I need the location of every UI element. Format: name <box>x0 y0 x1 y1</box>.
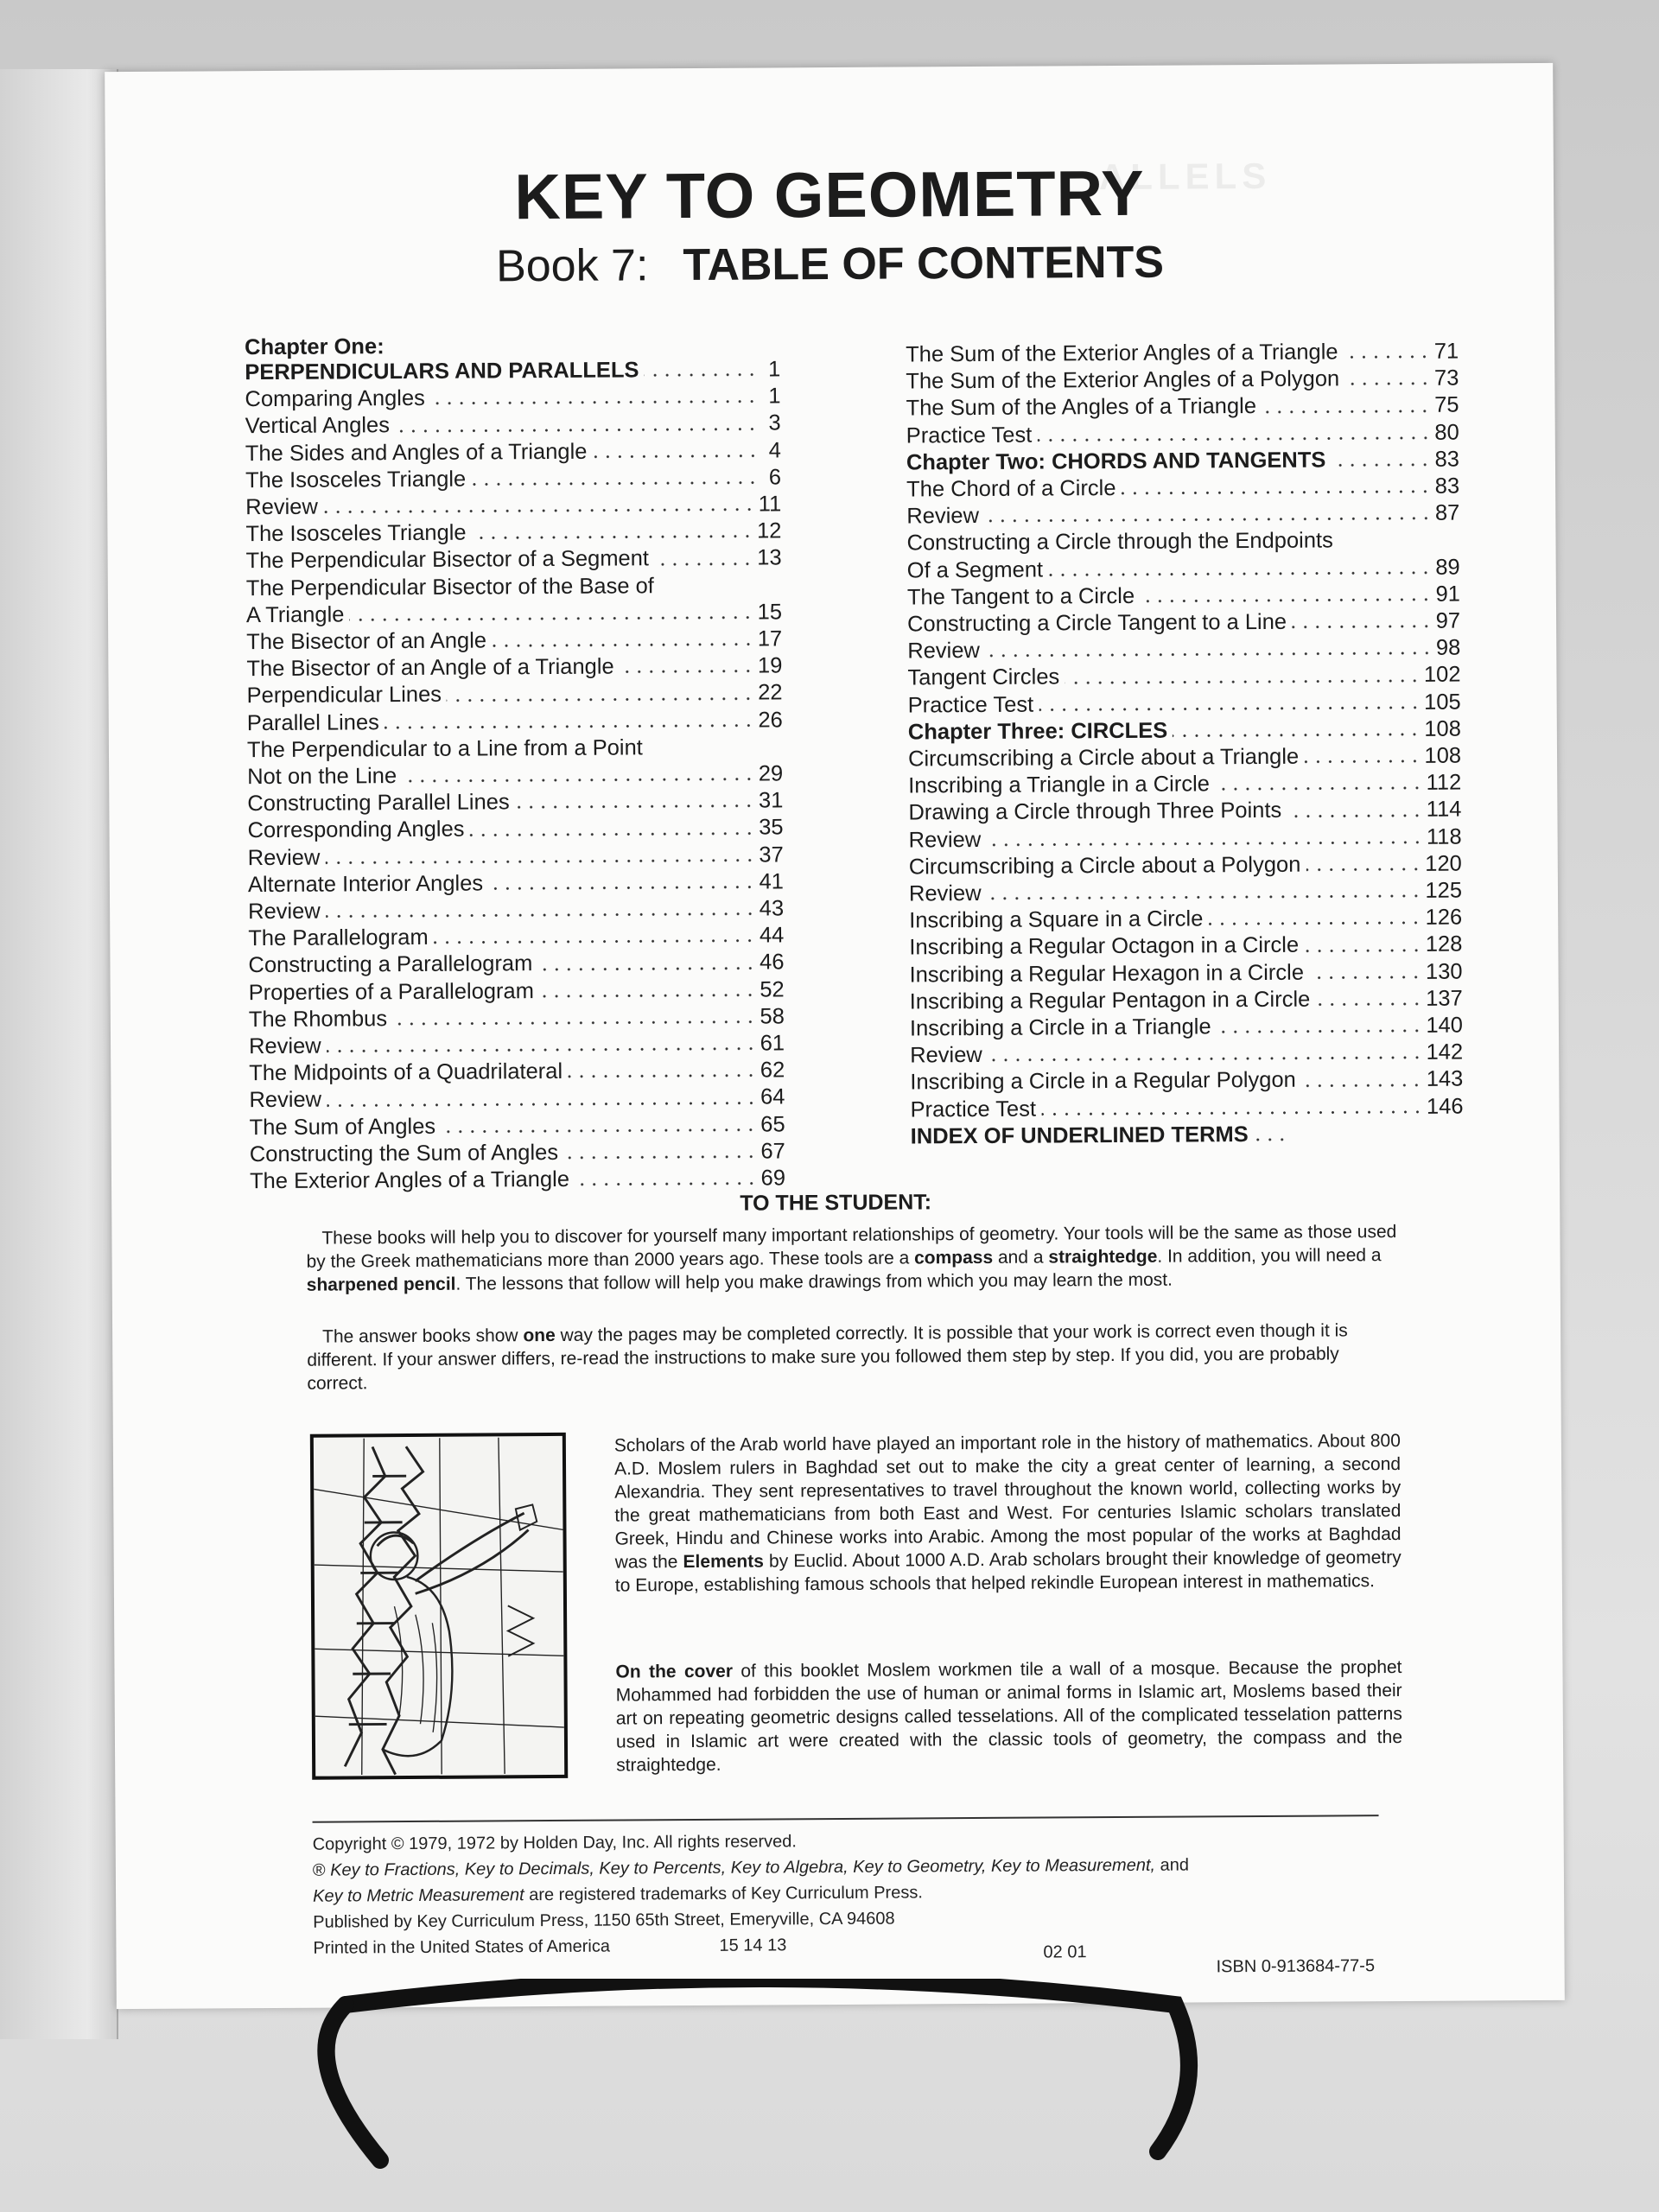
toc-entry <box>249 1058 785 1088</box>
toc-entry-title: Inscribing a Regular Hexagon in a Circle <box>909 960 1305 988</box>
toc-entry-page: 17 <box>757 626 783 652</box>
toc-entry-title: Practice Test <box>907 692 1034 718</box>
dot-leader <box>1041 1109 1423 1117</box>
toc-entry <box>248 950 784 980</box>
toc-entry <box>245 384 780 414</box>
dot-leader <box>1344 381 1431 387</box>
toc-chapter-entry <box>906 446 1459 476</box>
toc-entry <box>910 985 1463 1015</box>
toc-entry-title: Practice Test <box>910 1096 1037 1122</box>
toc-entry <box>911 1120 1464 1150</box>
toc-entry-page: 69 <box>760 1166 786 1191</box>
toc-entry-page: 15 <box>757 600 783 625</box>
toc-entry <box>907 662 1460 692</box>
dot-leader <box>349 615 753 623</box>
dot-leader <box>1048 570 1432 578</box>
toc-entry-title: Chapter Three: CIRCLES <box>907 718 1168 745</box>
toc-entry-title: The Rhombus <box>248 1007 388 1033</box>
dot-leader <box>1304 948 1422 954</box>
toc-entry-title: Vertical Angles <box>245 413 391 439</box>
dot-leader <box>1331 462 1431 468</box>
toc-entry <box>248 868 784 899</box>
dot-leader <box>563 1154 757 1160</box>
toc-entry-page: 108 <box>1424 743 1462 768</box>
dot-leader <box>515 804 755 810</box>
toc-entry <box>247 760 783 791</box>
dot-leader <box>1344 354 1431 360</box>
toc-entry <box>249 1003 785 1033</box>
toc-entry-page: 128 <box>1425 932 1463 957</box>
workman-illustration <box>310 1433 568 1780</box>
dot-leader <box>1309 975 1422 981</box>
toc-entry-title: The Isosceles Triangle <box>245 467 467 493</box>
toc-entry-page: 35 <box>759 815 784 840</box>
toc-entry-page: 98 <box>1435 635 1461 660</box>
toc-entry-page: 31 <box>758 788 784 813</box>
toc-entry-title: The Isosceles Triangle <box>245 520 467 547</box>
text-run: are registered trademarks of Key Curriculum Press. <box>524 1883 923 1905</box>
text-run: by Euclid. About 1000 A.D. Arab scholars brought their knowledge of geometry to Europe, establishing famous schools that helped rekindle European interest in mathematics. <box>614 1548 1402 1596</box>
toc-entry <box>909 850 1462 880</box>
bold-term: straightedge <box>1048 1246 1158 1268</box>
dot-leader <box>325 857 755 865</box>
toc-entry-title: Properties of a Parallelogram <box>248 978 535 1005</box>
toc-entry <box>246 680 782 710</box>
toc-entry <box>249 976 785 1007</box>
dot-leader <box>326 912 756 919</box>
trademark-title: Key to Metric Measurement <box>313 1885 524 1906</box>
toc-chapter-entry <box>908 715 1461 746</box>
bold-term: one <box>523 1325 556 1346</box>
toc-entry-title: Constructing a Circle Tangent to a Line <box>907 609 1287 637</box>
toc-entry-title: Constructing a Parallelogram <box>248 951 533 978</box>
toc-entry-page: 118 <box>1426 824 1462 849</box>
toc-entry-title: Constructing Parallel Lines <box>247 790 510 817</box>
toc-entry-page: 126 <box>1425 905 1463 931</box>
toc-entry-title: Tangent Circles <box>907 664 1060 690</box>
toc-entry <box>246 626 782 656</box>
toc-entry <box>908 743 1461 773</box>
toc-entry-page: 91 <box>1435 582 1460 607</box>
trademark-titles: Key to Fractions, Key to Decimals, Key to Percents, Key to Algebra, Key to Geometry, Key to Measurement, <box>330 1855 1156 1880</box>
dot-leader <box>469 830 755 837</box>
toc-entry-page: 140 <box>1426 1013 1464 1038</box>
toc-entry-title: Not on the Line <box>247 764 397 790</box>
toc-entry <box>907 581 1460 611</box>
student-paragraph-2 <box>307 1319 1404 1395</box>
toc-entry <box>907 635 1460 665</box>
toc-entry-title: The Chord of a Circle <box>906 476 1116 502</box>
toc-entry-title: The Parallelogram <box>248 925 429 951</box>
toc-entry-page: 83 <box>1434 474 1460 499</box>
toc-entry-line1: The Perpendicular Bisector of the Base of <box>245 573 654 601</box>
dot-leader <box>430 399 759 406</box>
toc-entry-page: 142 <box>1426 1039 1464 1065</box>
dot-leader <box>988 1055 1423 1063</box>
toc-entry-page: 26 <box>758 708 783 733</box>
dot-leader <box>327 1046 757 1054</box>
book-number: Book 7: <box>495 240 649 292</box>
dot-leader <box>539 992 756 999</box>
dot-leader <box>654 561 753 567</box>
isbn: ISBN 0-913684-77-5 <box>1216 1956 1376 1977</box>
text-run: . The lessons that follow will help you make drawings from which you may learn the most. <box>455 1269 1173 1294</box>
toc-entry-title: The Bisector of an Angle <box>246 628 487 655</box>
toc-entry-line1: The Perpendicular to a Line from a Point <box>246 735 643 762</box>
dot-leader <box>1301 1083 1423 1089</box>
toc-entry <box>906 339 1459 369</box>
toc-entry-title: Chapter Two: CHORDS AND TANGENTS <box>906 448 1326 475</box>
toc-entry-title: Corresponding Angles <box>247 817 465 843</box>
toc-entry-title: Practice Test <box>906 423 1033 448</box>
dot-leader <box>392 1020 756 1027</box>
book-stand <box>311 1979 1210 2169</box>
toc-entry-page: 146 <box>1426 1094 1464 1119</box>
toc-entry-page: 102 <box>1423 663 1461 688</box>
toc-entry <box>248 842 784 872</box>
toc-entry-page: 67 <box>760 1139 785 1164</box>
dot-leader <box>1039 705 1421 713</box>
dot-leader <box>1215 785 1423 791</box>
toc-entry-page: 11 <box>758 492 782 517</box>
dot-leader <box>402 777 755 784</box>
dot-leader <box>385 722 755 730</box>
adjacent-page <box>0 69 118 2039</box>
text-run: of this booklet Moslem workmen tile a wall of a mosque. Because the prophet Mohammed had forbidden the use of human or animal forms in Islamic art, Moslems based their art on repeating geometric designs called tesselations. All of the complicated tesselation patterns used in Islamic art were created with the classic tools of geometry, the compass and the straightedge. <box>615 1657 1403 1776</box>
toc-chapter-entry <box>245 356 780 386</box>
toc-entry <box>909 878 1462 908</box>
toc-entry <box>249 1030 785 1060</box>
toc-entry <box>250 1138 785 1168</box>
dot-leader <box>323 507 755 515</box>
toc-entry <box>906 474 1459 504</box>
dot-leader <box>472 534 754 541</box>
page-title: KEY TO GEOMETRY <box>514 156 1145 233</box>
toc-entry <box>906 365 1459 396</box>
toc-entry <box>248 895 784 925</box>
toc-entry-page: 73 <box>1433 365 1459 391</box>
text-run: These books will help you to discover for yourself many important relationships of geometry. Your tools will be the same as those used by the Greek mathematicians more than 2000 years ago. These tools are a <box>306 1222 1397 1272</box>
toc-entry-page: 80 <box>1434 420 1459 445</box>
toc-entry-title: Review <box>906 504 980 529</box>
toc-entry-page: 62 <box>760 1058 785 1083</box>
toc-entry <box>247 788 783 818</box>
dot-leader <box>492 642 754 649</box>
toc-entry <box>247 815 783 845</box>
toc-entry-title: Circumscribing a Circle about a Triangle <box>907 744 1300 772</box>
toc-entry-page: 130 <box>1425 959 1463 984</box>
dot-leader <box>1304 759 1421 765</box>
copyright-line: Copyright © 1979, 1972 by Holden Day, Inc. All rights reserved. <box>312 1832 797 1854</box>
toc-entry-page: 37 <box>759 842 784 868</box>
text-run: . In addition, you will need a <box>1157 1245 1382 1267</box>
toc-entry <box>906 500 1459 531</box>
toc-entry <box>245 518 781 549</box>
toc-entry-page: 112 <box>1426 770 1462 796</box>
toc-entry <box>246 653 782 683</box>
dot-leader <box>1140 597 1432 604</box>
bold-term: sharpened pencil <box>306 1274 456 1295</box>
toc-entry <box>909 823 1462 854</box>
toc-entry-title: Inscribing a Regular Pentagon in a Circle <box>909 987 1311 1014</box>
toc-entry-page: 46 <box>760 950 785 975</box>
dot-leader <box>1287 812 1423 818</box>
toc-entry-page: 97 <box>1435 608 1461 633</box>
toc-entry-page: 108 <box>1424 716 1461 741</box>
dot-leader <box>1065 677 1421 685</box>
toc-entry <box>908 689 1461 719</box>
bold-term: compass <box>914 1247 994 1268</box>
dot-leader <box>327 1100 757 1108</box>
dot-leader <box>1217 1028 1423 1034</box>
toc-entry-title: Review <box>248 1033 321 1059</box>
toc-entry-title: The Perpendicular Bisector of a Segment <box>245 546 650 574</box>
dot-leader <box>1254 1137 1288 1142</box>
toc-entry-page: 12 <box>756 518 782 543</box>
toc-entry-page: 137 <box>1426 986 1463 1011</box>
toc-entry-title: The Sum of the Angles of a Triangle <box>906 394 1257 421</box>
toc-entry-page: 87 <box>1434 500 1460 525</box>
dot-leader <box>592 453 759 459</box>
toc-entry-page: 89 <box>1435 555 1460 580</box>
dot-leader <box>568 1073 757 1079</box>
toc-entry-page: 3 <box>768 410 781 435</box>
toc-column-left <box>245 332 785 1195</box>
toc-heading: TABLE OF CONTENTS <box>683 237 1165 291</box>
toc-entry-title: The Midpoints of a Quadrilateral <box>249 1059 563 1086</box>
printed-line: Printed in the United States of America <box>313 1936 611 1958</box>
dot-leader <box>575 1181 758 1187</box>
toc-entry-title: The Sum of the Exterior Angles of a Polygon <box>906 366 1340 394</box>
toc-entry-title: Perpendicular Lines <box>246 683 442 709</box>
text-run: The answer books show <box>322 1325 524 1347</box>
toc-entry-title: Inscribing a Square in a Circle <box>909 906 1204 933</box>
toc-entry-page: 4 <box>768 437 781 463</box>
page-subtitle <box>105 234 1554 295</box>
toc-entry <box>909 931 1462 962</box>
dot-leader <box>488 885 755 892</box>
toc-entry <box>248 923 784 953</box>
dot-leader <box>471 480 759 487</box>
toc-page <box>105 63 1565 2009</box>
toc-entry-page: 6 <box>768 465 782 490</box>
registered-mark: ® <box>312 1860 331 1880</box>
toc-entry-title: Review <box>908 827 982 853</box>
dot-leader <box>1292 624 1433 630</box>
toc-entry-title: The Sides and Angles of a Triangle <box>245 439 588 466</box>
toc-entry <box>245 437 781 467</box>
dot-leader <box>644 372 758 378</box>
toc-entry-title: The Sum of the Exterior Angles of a Triangle <box>906 340 1338 367</box>
toc-entry-title: Inscribing a Circle in a Triangle <box>909 1014 1211 1041</box>
toc-entry-title: Inscribing a Regular Octagon in a Circle <box>909 933 1300 960</box>
toc-entry <box>907 608 1460 639</box>
toc-entry-title: Review <box>908 881 982 906</box>
toc-entry-title: Inscribing a Circle in a Regular Polygon <box>910 1068 1296 1095</box>
toc-entry-page: 58 <box>760 1004 785 1029</box>
toc-entry-title: Inscribing a Triangle in a Circle <box>908 772 1210 798</box>
dot-leader <box>986 840 1423 848</box>
text-run: way the pages may be completed correctly. It is possible that your work is correct even though it is different. If your answer differs, re-read the instructions to make sure you followed them step by step. If you did, you are probably correct. <box>307 1320 1348 1394</box>
toc-entry-page: 65 <box>760 1112 785 1137</box>
dot-leader <box>395 426 759 434</box>
print-numbers-a: 15 14 13 <box>719 1936 787 1955</box>
toc-entry-title: Review <box>907 639 980 664</box>
toc-entry-page: 52 <box>760 977 785 1002</box>
toc-entry <box>909 905 1462 935</box>
toc-entry <box>908 770 1461 800</box>
toc-entry-page: 41 <box>759 869 784 894</box>
toc-entry-title: Parallel Lines <box>246 709 379 735</box>
toc-entry <box>910 1039 1463 1070</box>
toc-entry-page: 143 <box>1426 1067 1464 1092</box>
toc-entry <box>908 797 1461 827</box>
toc-entry-line1: Constructing a Circle through the Endpoints <box>906 528 1333 556</box>
toc-entry <box>245 410 781 441</box>
toc-entry-page: 1 <box>768 357 781 382</box>
dot-leader <box>441 1127 757 1134</box>
student-heading: TO THE STUDENT: <box>740 1190 932 1216</box>
toc-entry-title: Circumscribing a Circle about a Polygon <box>908 852 1301 880</box>
toc-entry-title: Drawing a Circle through Three Points <box>908 798 1282 825</box>
dot-leader <box>1262 408 1431 414</box>
copyright-block <box>312 1825 1402 1977</box>
toc-entry-title: A Triangle <box>245 602 345 627</box>
student-paragraph-1 <box>306 1220 1403 1297</box>
toc-entry-title: Constructing the Sum of Angles <box>249 1140 559 1167</box>
toc-entry-title: Review <box>245 494 318 520</box>
toc-entry-title: INDEX OF UNDERLINED TERMS <box>910 1122 1249 1149</box>
dot-leader <box>1315 1001 1422 1007</box>
print-numbers-b: 02 01 <box>1043 1942 1087 1962</box>
dot-leader <box>1173 732 1421 739</box>
toc-entry-page: 105 <box>1424 690 1461 715</box>
toc-entry <box>246 599 782 629</box>
toc-entry <box>910 1013 1463 1043</box>
text-run: and a <box>993 1247 1049 1268</box>
bold-term: Elements <box>683 1551 764 1573</box>
dot-leader <box>1122 489 1432 496</box>
cover-paragraph <box>615 1656 1402 1777</box>
toc-entry-page: 44 <box>759 923 785 948</box>
dot-leader <box>984 516 1432 524</box>
toc-entry-page: 29 <box>758 761 784 786</box>
dot-leader <box>447 696 754 702</box>
toc-entry <box>245 491 781 521</box>
toc-entry-title: Comparing Angles <box>245 386 425 412</box>
toc-entry <box>910 1066 1463 1096</box>
dot-leader <box>620 669 754 675</box>
toc-entry <box>246 545 782 575</box>
dot-leader <box>987 893 1422 901</box>
toc-entry-page: 19 <box>757 653 783 678</box>
toc-entry-page: 71 <box>1433 339 1459 364</box>
illustration-drawing <box>314 1436 564 1777</box>
show-through-text: ALLELS <box>1098 155 1272 198</box>
toc-entry-title: The Exterior Angles of a Triangle <box>249 1166 570 1194</box>
toc-entry-title: The Bisector of an Angle of a Triangle <box>246 654 614 682</box>
dot-leader <box>434 938 756 945</box>
bold-term: On the cover <box>615 1661 734 1682</box>
toc-entry <box>250 1111 785 1141</box>
toc-entry-page: 43 <box>759 896 785 921</box>
toc-entry-title: Review <box>247 845 321 870</box>
toc-entry-title: Of a Segment <box>906 557 1044 583</box>
toc-entry-page: 120 <box>1425 851 1462 876</box>
toc-entry-page: 83 <box>1434 447 1460 472</box>
toc-entry-page: 125 <box>1425 878 1463 903</box>
dot-leader <box>1208 920 1421 927</box>
toc-entry-page: 22 <box>758 680 783 705</box>
toc-entry-page: 75 <box>1434 392 1459 418</box>
chapter-label: Chapter One: <box>245 334 385 360</box>
toc-entry <box>906 419 1459 449</box>
toc-entry-page: 13 <box>757 545 782 570</box>
toc-entry-title: Review <box>910 1043 982 1068</box>
dot-leader <box>537 965 756 972</box>
toc-entry-title: Review <box>248 899 321 925</box>
toc-entry-page: 64 <box>760 1084 785 1110</box>
toc-entry <box>249 1084 785 1115</box>
toc-entry <box>245 464 781 494</box>
toc-entry-page: 114 <box>1426 798 1462 823</box>
toc-entry <box>910 1093 1463 1123</box>
toc-entry-title: Review <box>249 1088 322 1113</box>
history-paragraph <box>614 1429 1402 1598</box>
toc-entry <box>907 554 1460 584</box>
dot-leader <box>1306 867 1421 873</box>
toc-entry-page: 61 <box>760 1031 785 1056</box>
divider-rule <box>313 1815 1379 1823</box>
dot-leader <box>985 651 1433 658</box>
publisher-line: Published by Key Curriculum Press, 1150 65th Street, Emeryville, CA 94608 <box>313 1909 895 1932</box>
toc-column-right <box>906 339 1464 1151</box>
toc-entry-title: Alternate Interior Angles <box>247 871 484 898</box>
toc-entry <box>909 958 1462 988</box>
dot-leader <box>1037 435 1431 443</box>
toc-entry-title: PERPENDICULARS AND PARALLELS <box>245 358 639 385</box>
toc-entry-page: 1 <box>768 384 781 409</box>
toc-entry <box>906 392 1459 423</box>
toc-entry-title: The Sum of Angles <box>249 1114 436 1140</box>
toc-entry <box>247 707 783 737</box>
toc-entry-title: The Tangent to a Circle <box>906 583 1135 610</box>
text-run: and <box>1154 1855 1190 1875</box>
text-run: Scholars of the Arab world have played an important role in the history of mathematics. About 800 A.D. Moslem rulers in Baghdad set out to make the city a great center of learning, a second Alexandria. They sent representatives to travel throughout the known world, collecting works by the great mathematicians from both East and West. For centuries Islamic scholars translated Greek, Hindu and Chinese works into Arabic. Among the most popular of the works at Baghdad was the <box>613 1431 1402 1573</box>
